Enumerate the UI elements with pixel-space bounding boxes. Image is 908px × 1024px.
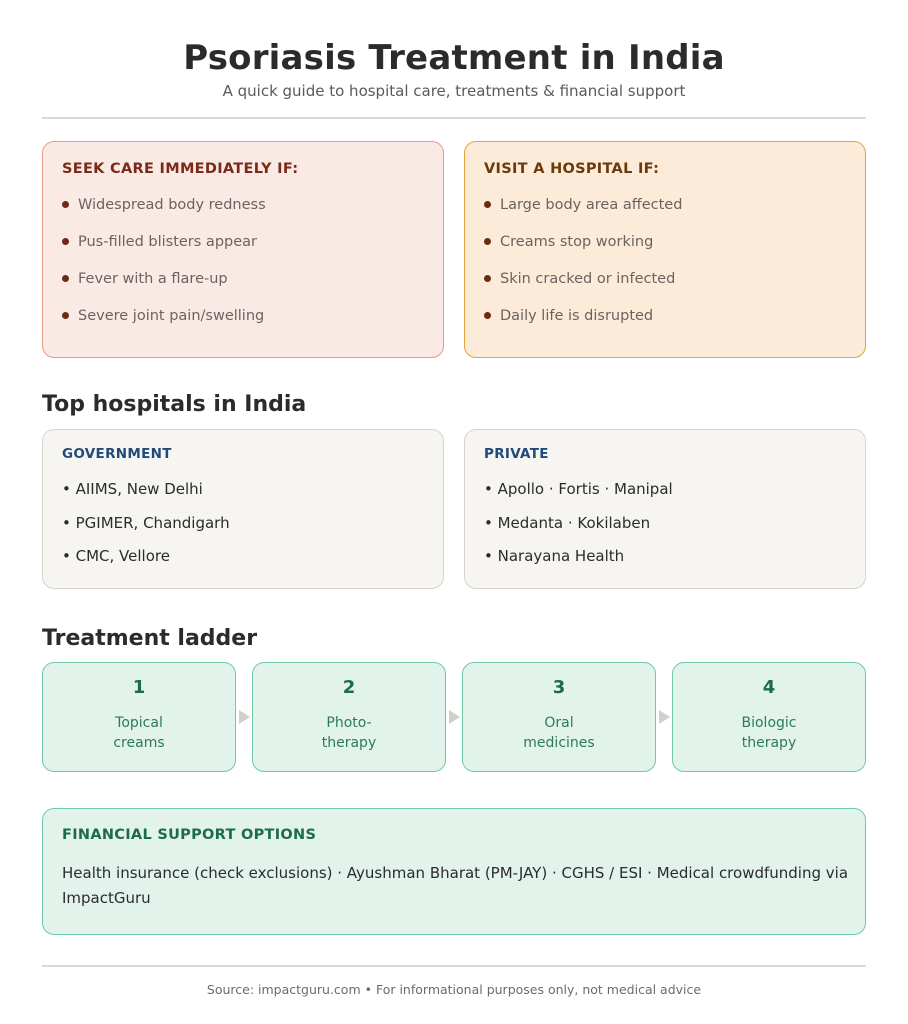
arrow-right-icon (659, 710, 670, 724)
seek-care-item: Severe joint pain/swelling (62, 308, 264, 324)
hospital-item: • CMC, Vellore (62, 547, 170, 565)
bullet-dot-icon (62, 238, 69, 245)
step-number: 3 (552, 677, 566, 698)
bullet-dot-icon (62, 312, 69, 319)
bullet-dot-icon (484, 238, 491, 245)
page-subtitle: A quick guide to hospital care, treatments & financial support (222, 82, 686, 100)
step-label: medicines (523, 735, 595, 751)
arrow-right-icon (239, 710, 250, 724)
hospital-item: • PGIMER, Chandigarh (62, 514, 230, 532)
bullet-dot-icon (62, 275, 69, 282)
ladder-section-title: Treatment ladder (42, 626, 258, 651)
step-number: 4 (762, 677, 776, 698)
bullet-dot-icon (62, 201, 69, 208)
visit-hospital-item: Large body area affected (484, 197, 682, 213)
visit-hospital-item: Creams stop working (484, 234, 653, 250)
financial-options-text: Health insurance (check exclusions) · Ayushman Bharat (PM-JAY) · CGHS / ESI · Medical crowdfunding via ImpactGuru (62, 864, 849, 907)
visit-hospital-heading: VISIT A HOSPITAL IF: (484, 161, 660, 177)
source-note: Source: impactguru.com • For informational purposes only, not medical advice (206, 982, 702, 997)
hospital-item: • AIIMS, New Delhi (62, 480, 203, 498)
private-heading: PRIVATE (484, 446, 549, 462)
hospital-item: • Medanta · Kokilaben (484, 514, 651, 532)
ladder-step (462, 662, 656, 772)
step-label: therapy (741, 735, 797, 751)
hospitals-section-title: Top hospitals in India (42, 392, 307, 417)
ladder-step (252, 662, 446, 772)
seek-care-item: Widespread body redness (62, 197, 266, 213)
arrow-right-icon (449, 710, 460, 724)
private-hospitals-card (464, 429, 866, 589)
step-label: Biologic (741, 715, 797, 731)
page-title: Psoriasis Treatment in India (183, 38, 725, 78)
step-number: 1 (132, 677, 146, 698)
government-hospitals-card (42, 429, 444, 589)
seek-care-heading: SEEK CARE IMMEDIATELY IF: (62, 161, 299, 177)
seek-care-item: Fever with a flare-up (62, 271, 228, 287)
bullet-dot-icon (484, 201, 491, 208)
hospital-item: • Apollo · Fortis · Manipal (484, 480, 673, 498)
financial-heading: FINANCIAL SUPPORT OPTIONS (62, 827, 317, 843)
step-label: Photo- (326, 715, 372, 731)
seek-care-item: Pus-filled blisters appear (62, 234, 257, 250)
seek-care-card (42, 141, 444, 358)
step-label: creams (113, 735, 165, 751)
visit-hospital-item: Skin cracked or infected (484, 271, 675, 287)
visit-hospital-card (464, 141, 866, 358)
step-label: therapy (321, 735, 377, 751)
bullet-dot-icon (484, 312, 491, 319)
step-number: 2 (342, 677, 356, 698)
financial-support-card (42, 808, 866, 935)
ladder-step (42, 662, 236, 772)
hospital-item: • Narayana Health (484, 547, 625, 565)
header-divider (42, 117, 866, 119)
visit-hospital-item: Daily life is disrupted (484, 308, 653, 324)
step-label: Oral (544, 715, 574, 731)
ladder-step (672, 662, 866, 772)
bullet-dot-icon (484, 275, 491, 282)
footer-divider (42, 965, 866, 967)
government-heading: GOVERNMENT (62, 446, 172, 462)
step-label: Topical (115, 715, 163, 731)
